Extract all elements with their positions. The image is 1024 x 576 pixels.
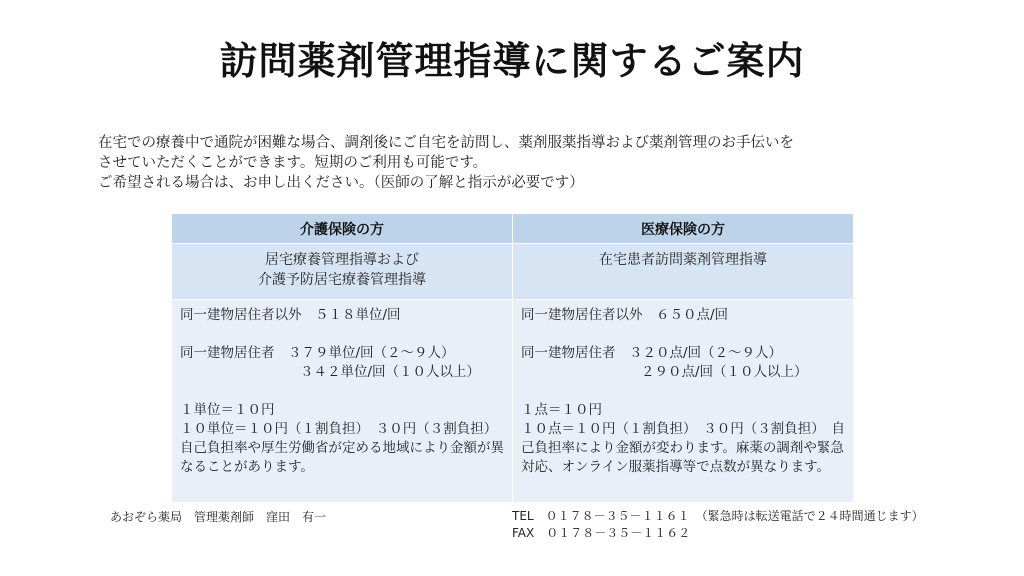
kaigo-fee-details <box>172 300 513 503</box>
kaigo-rate-same-large: ３４２単位/回（１０人以上） <box>300 364 481 380</box>
page-title: 訪問薬剤管理指導に関するご案内 <box>219 39 805 83</box>
kaigo-rate-same-small: 同一建物居住者 ３７９単位/回（２～９人） <box>180 345 455 361</box>
iryo-rate-same-large: ２９０点/回（１０人以上） <box>641 364 808 380</box>
kaigo-service-line: 居宅療養管理指導および <box>265 252 419 268</box>
iryo-service-name <box>513 244 854 300</box>
kaigo-rate-other: 同一建物居住者以外 ５１８単位/回 <box>180 307 401 323</box>
kaigo-unit-value: １単位＝１０円 <box>180 402 275 418</box>
kaigo-fee-note: １０単位＝１０円（１割負担） ３０円（３割負担） 自己負担率や厚生労働省が定める地域により金額が異なることがあります。 <box>180 421 504 475</box>
kaigo-service-name <box>172 244 513 300</box>
fee-table-detail-row <box>172 300 854 503</box>
intro-line: 在宅での療養中で通院が困難な場合、調剤後にご自宅を訪問し、薬剤服薬指導および薬剤管理のお手伝いを <box>98 135 794 151</box>
iryo-rate-other: 同一建物居住者以外 ６５０点/回 <box>521 307 729 323</box>
iryo-unit-value: １点＝１０円 <box>521 402 602 418</box>
iryo-service-line: 在宅患者訪問薬剤管理指導 <box>599 252 767 268</box>
fax-number: FAX ０１７８－３５－１１６２ <box>512 526 691 540</box>
fee-table-service-row <box>172 244 854 300</box>
intro-line: ご希望される場合は、お申し出ください。（医師の了解と指示が必要です） <box>98 175 584 191</box>
contact-info <box>512 508 924 542</box>
fee-table <box>171 213 854 503</box>
kaigo-header: 介護保険の方 <box>172 214 513 244</box>
tel-number: TEL ０１７８－３５－１１６１ （緊急時は転送電話で２４時間通じます） <box>512 509 924 523</box>
iryo-rate-same-small: 同一建物居住者 ３２０点/回（２～９人） <box>521 345 783 361</box>
kaigo-service-line: 介護予防居宅療養管理指導 <box>258 272 426 288</box>
intro-line: させていただくことができます。短期のご利用も可能です。 <box>98 155 488 171</box>
intro-text <box>98 133 958 193</box>
pharmacy-signature: あおぞら薬局 管理薬剤師 窪田 有一 <box>110 510 327 524</box>
iryo-fee-note: １０点＝１０円（１割負担） ３０円（３割負担） 自己負担率により金額が変わります。麻薬の調剤や緊急対応、オンライン服薬指導等で点数が異なります。 <box>521 421 845 475</box>
iryo-header: 医療保険の方 <box>513 214 854 244</box>
fee-table-header-row <box>172 214 854 244</box>
iryo-fee-details <box>513 300 854 503</box>
